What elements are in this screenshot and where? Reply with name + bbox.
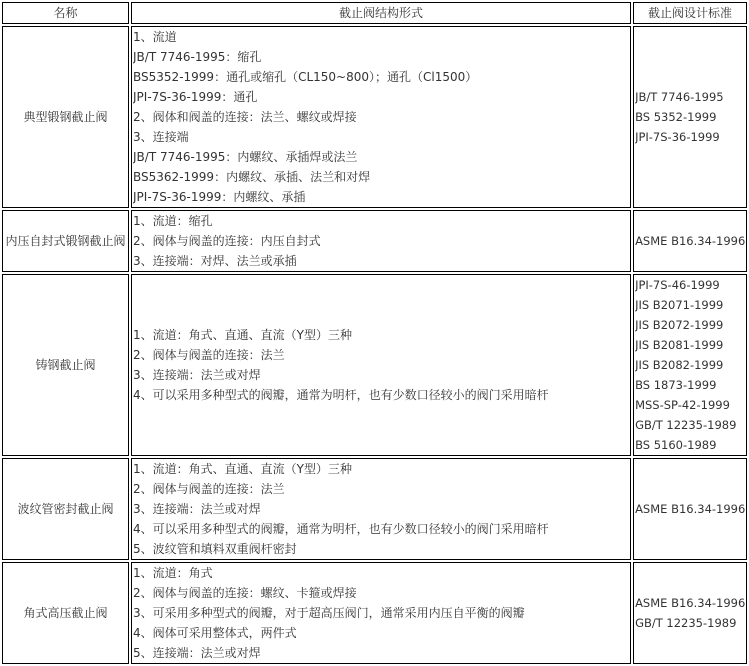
standard-line: JB/T 7746-1995 [635, 90, 724, 104]
structure-line: 1、流道：角式、直通、直流（Y型）三种 [133, 462, 352, 476]
standard-line: GB/T 12235-1989 [635, 418, 737, 432]
structure-line: 1、流道 [133, 30, 177, 44]
structure-line: 4、阀体可采用整体式，两件式 [133, 626, 297, 640]
structure-line: 2、阀体与阀盖的连接：螺纹、卡箍或焊接 [133, 586, 357, 600]
standard-line: BS 5160-1989 [635, 438, 717, 452]
structure-cell [131, 274, 631, 456]
standard-line: JPI-7S-36-1999 [635, 130, 720, 144]
standard-line: JIS B2081-1999 [635, 338, 724, 352]
structure-line: 2、阀体与阀盖的连接：法兰 [133, 482, 285, 496]
structure-line: 2、阀体与阀盖的连接：内压自封式 [133, 234, 321, 248]
structure-line: 1、流道：缩孔 [133, 214, 213, 228]
structure-line: 3、连接端 [133, 130, 189, 144]
standard-line: GB/T 12235-1989 [635, 616, 737, 630]
structure-line: BS5362-1999：内螺纹、承插、法兰和对焊 [133, 170, 371, 184]
standard-cell [633, 562, 747, 664]
valve-name-cell: 铸钢截止阀 [2, 274, 129, 456]
structure-line: 1、流道：角式 [133, 566, 213, 580]
structure-line: 1、流道：角式、直通、直流（Y型）三种 [133, 328, 352, 342]
table-row [2, 26, 747, 208]
table-row [2, 274, 747, 456]
structure-cell [131, 26, 631, 208]
standard-cell [633, 274, 747, 456]
standard-line: MSS-SP-42-1999 [635, 398, 730, 412]
standard-line: JIS B2071-1999 [635, 298, 724, 312]
standard-line: ASME B16.34-1996 [635, 502, 745, 516]
table-row [2, 210, 747, 272]
structure-line: 4、可以采用多种型式的阀瓣，通常为明杆，也有少数口径较小的阀门采用暗杆 [133, 522, 549, 536]
header-name: 名称 [2, 2, 129, 24]
structure-cell [131, 458, 631, 560]
standard-line: JIS B2082-1999 [635, 358, 724, 372]
structure-cell [131, 562, 631, 664]
standard-cell [633, 26, 747, 208]
standard-line: BS 1873-1999 [635, 378, 717, 392]
valve-name-cell: 内压自封式锻钢截止阀 [2, 210, 129, 272]
valve-name-cell: 典型锻钢截止阀 [2, 26, 129, 208]
structure-line: JPI-7S-36-1999：通孔 [133, 90, 258, 104]
valve-name-cell: 角式高压截止阀 [2, 562, 129, 664]
table-header-row [2, 2, 747, 24]
standard-line: JPI-7S-46-1999 [635, 278, 720, 292]
standard-line: ASME B16.34-1996 [635, 596, 745, 610]
structure-line: BS5352-1999：通孔或缩孔（CL150~800）；通孔（Cl1500） [133, 70, 478, 84]
structure-cell [131, 210, 631, 272]
structure-line: JPI-7S-36-1999：内螺纹、承插 [133, 190, 306, 204]
header-structure: 截止阀结构形式 [131, 2, 631, 24]
table-row [2, 458, 747, 560]
valve-name-cell: 波纹管密封截止阀 [2, 458, 129, 560]
structure-line: 2、阀体与阀盖的连接：法兰 [133, 348, 285, 362]
standard-cell [633, 458, 747, 560]
structure-line: JB/T 7746-1995：内螺纹、承插焊或法兰 [133, 150, 358, 164]
standard-cell [633, 210, 747, 272]
structure-line: 2、阀体和阀盖的连接：法兰、螺纹或焊接 [133, 110, 357, 124]
structure-line: 3、连接端：法兰或对焊 [133, 368, 261, 382]
standard-line: JIS B2072-1999 [635, 318, 724, 332]
standard-line: ASME B16.34-1996 [635, 234, 745, 248]
table-row [2, 562, 747, 664]
standard-line: BS 5352-1999 [635, 110, 717, 124]
structure-line: 3、连接端：法兰或对焊 [133, 502, 261, 516]
structure-line: 3、连接端：对焊、法兰或承插 [133, 254, 297, 268]
structure-line: 5、连接端：法兰或对焊 [133, 646, 261, 660]
structure-line: JB/T 7746-1995：缩孔 [133, 50, 262, 64]
structure-line: 3、可采用多种型式的阀瓣，对于超高压阀门，通常采用内压自平衡的阀瓣 [133, 606, 525, 620]
structure-line: 5、波纹管和填料双重阀杆密封 [133, 542, 297, 556]
structure-line: 4、可以采用多种型式的阀瓣，通常为明杆，也有少数口径较小的阀门采用暗杆 [133, 388, 549, 402]
header-standard: 截止阀设计标准 [633, 2, 747, 24]
